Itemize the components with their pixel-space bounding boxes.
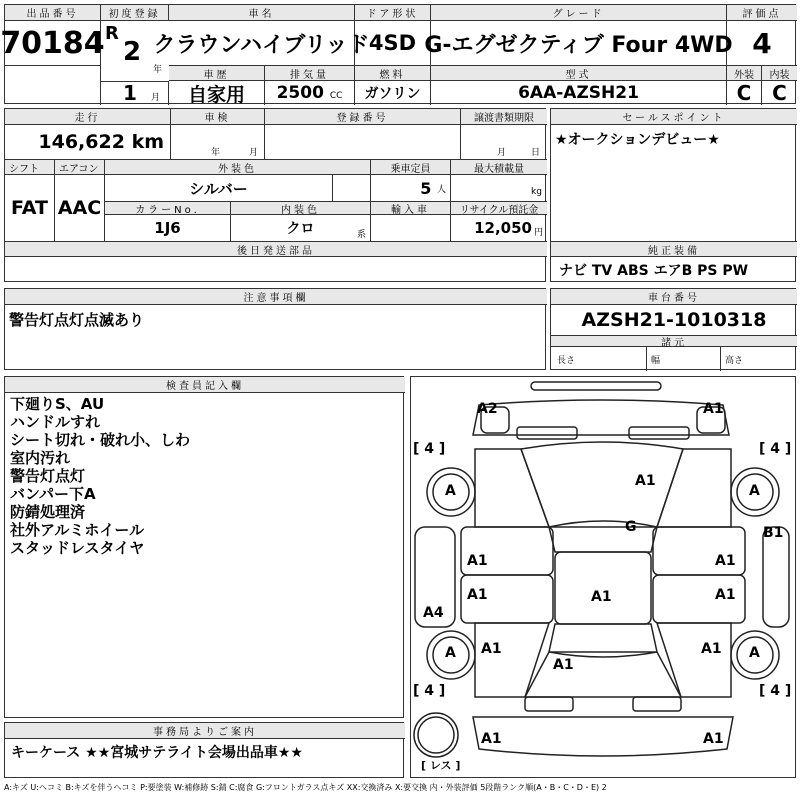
office-label: 事務局よりご案内: [5, 723, 405, 739]
grade: G-エグゼクティブ Four 4WD: [431, 21, 727, 65]
shift-label: シフト: [5, 159, 55, 175]
mileage-value: 146,622: [38, 131, 125, 153]
displacement-value: 2500: [276, 83, 324, 103]
color-label: 外装色: [105, 159, 371, 175]
damage-front-left: A2: [477, 401, 498, 417]
equipment: ナビ TV ABS エアB PS PW: [559, 263, 749, 279]
color-no: 1J6: [105, 215, 231, 241]
damage-wheel-fr: A: [749, 483, 760, 499]
damage-door-fr: A1: [715, 553, 736, 569]
damage-hood: A1: [635, 473, 656, 489]
lot-number: 70184: [5, 21, 101, 65]
recycle-value: 12,050: [474, 219, 532, 237]
capacity-unit: 人: [436, 184, 446, 195]
displacement: [265, 81, 355, 105]
fuel: ガソリン: [355, 81, 431, 105]
damage-door-fl: A1: [467, 553, 488, 569]
capacity-value: 5: [420, 178, 432, 198]
damage-fender-rr: A1: [701, 641, 722, 657]
car-outline: [411, 377, 795, 777]
history: 自家用: [169, 81, 265, 105]
displacement-label: 排気量: [265, 65, 355, 81]
reg-year: 2: [123, 37, 142, 67]
damage-rear-right: A1: [703, 731, 724, 747]
tire-fr-tread: [ 4 ]: [759, 441, 792, 457]
inspector-item: 警告灯点灯: [10, 467, 86, 485]
chassis-number: AZSH21-1010318: [581, 309, 767, 331]
door-label: ドア形状: [355, 5, 431, 21]
interior-grade-label: 内装: [762, 65, 797, 81]
sales-point-label: セールスポイント: [551, 109, 797, 125]
color: シルバー: [105, 175, 333, 201]
displacement-unit: CC: [329, 91, 343, 101]
office-text: キーケース ★★宮城サテライト会場出品車★★: [11, 745, 303, 761]
color-side: [333, 175, 371, 201]
damage-diagram: [410, 376, 796, 778]
fuel-label: 燃料: [355, 65, 431, 81]
score-label: 評価点: [727, 5, 797, 21]
inspector-list: [5, 393, 405, 713]
inspector-section: [4, 376, 404, 718]
transfer-day-unit: 日: [531, 148, 541, 158]
office-section: [4, 722, 404, 778]
damage-side-right: B1: [763, 525, 784, 541]
recycle-label: リサイクル預託金: [451, 201, 547, 215]
sales-point-section: [550, 108, 796, 282]
interior-color-label: 内装色: [231, 201, 371, 215]
inspector-label: 検査員記入欄: [5, 377, 405, 393]
inspection-box: [171, 125, 265, 159]
length-label: 長さ: [551, 347, 647, 371]
damage-wheel-rr: A: [749, 645, 760, 661]
damage-rear-left: A1: [481, 731, 502, 747]
first-reg-label: 初度登録: [101, 5, 169, 21]
header-section: [0, 4, 796, 106]
exterior-grade: C: [727, 81, 762, 105]
inspector-item: シート切れ・破れ小、しわ: [10, 431, 191, 449]
plate-label: 登録番号: [265, 109, 461, 125]
era: R: [105, 22, 119, 44]
capacity: [371, 175, 451, 201]
inspector-item: 防錆処理済: [10, 503, 86, 521]
interior-color: クロ: [231, 215, 371, 241]
import-label: 輸入車: [371, 201, 451, 215]
interior-color-unit: 系: [357, 230, 367, 240]
tire-rl-tread: [ 4 ]: [413, 683, 446, 699]
car-name-label: 車名: [169, 5, 355, 21]
door: 4SD: [355, 21, 431, 65]
mileage: [5, 125, 171, 159]
chassis-label: 車台番号: [551, 289, 797, 305]
ac: AAC: [55, 175, 105, 241]
color-no-label: カラーNo.: [105, 201, 231, 215]
damage-front-right: A1: [703, 401, 724, 417]
recycle: [451, 215, 547, 241]
history-label: 車歴: [169, 65, 265, 81]
load-unit: kg: [531, 187, 542, 197]
lot-blank: [5, 65, 101, 105]
transfer-label: 譲渡書類期限: [461, 109, 547, 125]
import-box: [371, 215, 451, 241]
score: 4: [752, 26, 772, 60]
recycle-unit: 円: [533, 227, 543, 238]
ac-label: エアコン: [55, 159, 105, 175]
load-label: 最大積載量: [451, 159, 547, 175]
later-parts-label: 後日発送部品: [5, 241, 547, 257]
chassis-section: [550, 288, 796, 370]
damage-wheel-rl: A: [445, 645, 456, 661]
reg-month: 1: [123, 81, 137, 105]
width-label: 幅: [647, 347, 721, 371]
capacity-label: 乗車定員: [371, 159, 451, 175]
damage-door-rr: A1: [715, 587, 736, 603]
notes-text: 警告灯点灯点滅あり: [9, 310, 145, 329]
damage-roof: G: [625, 519, 637, 535]
inspection-month-unit: 月: [249, 148, 259, 158]
tire-fl-tread: [ 4 ]: [413, 441, 446, 457]
inspector-item: 社外アルミホイール: [10, 521, 145, 539]
sales-point: ★オークションデビュー★: [555, 132, 720, 148]
model-label: 型式: [431, 65, 727, 81]
inspector-item: 室内汚れ: [10, 449, 71, 467]
mileage-unit: km: [131, 131, 164, 153]
grade-label: グレード: [431, 5, 727, 21]
tire-rr-tread: [ 4 ]: [759, 683, 792, 699]
lot-label: 出品番号: [5, 5, 101, 21]
inspector-item: バンパー下A: [10, 485, 96, 503]
inspection-year-unit: 年: [211, 148, 221, 158]
exterior-grade-label: 外装: [727, 65, 762, 81]
damage-fender-rl: A1: [481, 641, 502, 657]
plate-box: [265, 125, 461, 159]
inspector-item: ハンドルすれ: [10, 413, 101, 431]
damage-wheel-fl: A: [445, 483, 456, 499]
mileage-label: 走行: [5, 109, 171, 125]
transfer-month-unit: 月: [497, 148, 507, 158]
shift: FAT: [5, 175, 55, 241]
damage-sill-left: A4: [423, 605, 444, 621]
inspection-label: 車検: [171, 109, 265, 125]
inspector-item: 下廻りS、AU: [10, 395, 105, 413]
damage-roof-center: A1: [591, 589, 612, 605]
month-unit: 月: [151, 92, 161, 103]
car-name: クラウンハイブリッド: [169, 21, 355, 65]
damage-door-rl: A1: [467, 587, 488, 603]
notes-section: [4, 288, 546, 370]
model: 6AA-AZSH21: [431, 81, 727, 105]
legend: A:キズ U:ヘコミ B:キズを伴うヘコミ P:要塗装 W:補修跡 S:錆 C:腐食 G:フロントガラス点キズ XX:交換済み X:要交換 内・外装評価 5段階ランク順(A・B・C・D・E) 2: [4, 783, 607, 792]
inspector-item: スタッドレスタイヤ: [10, 539, 145, 557]
spare-tire-mark: [ レス ]: [421, 759, 461, 772]
interior-grade: C: [772, 81, 787, 105]
damage-trunk: A1: [553, 657, 574, 673]
notes-label: 注意事項欄: [5, 289, 547, 305]
spec-label: 諸元: [551, 335, 797, 347]
year-unit: 年: [153, 64, 163, 75]
equipment-label: 純正装備: [551, 241, 797, 257]
vehicle-details-section: [4, 108, 546, 282]
height-label: 高さ: [725, 355, 744, 366]
